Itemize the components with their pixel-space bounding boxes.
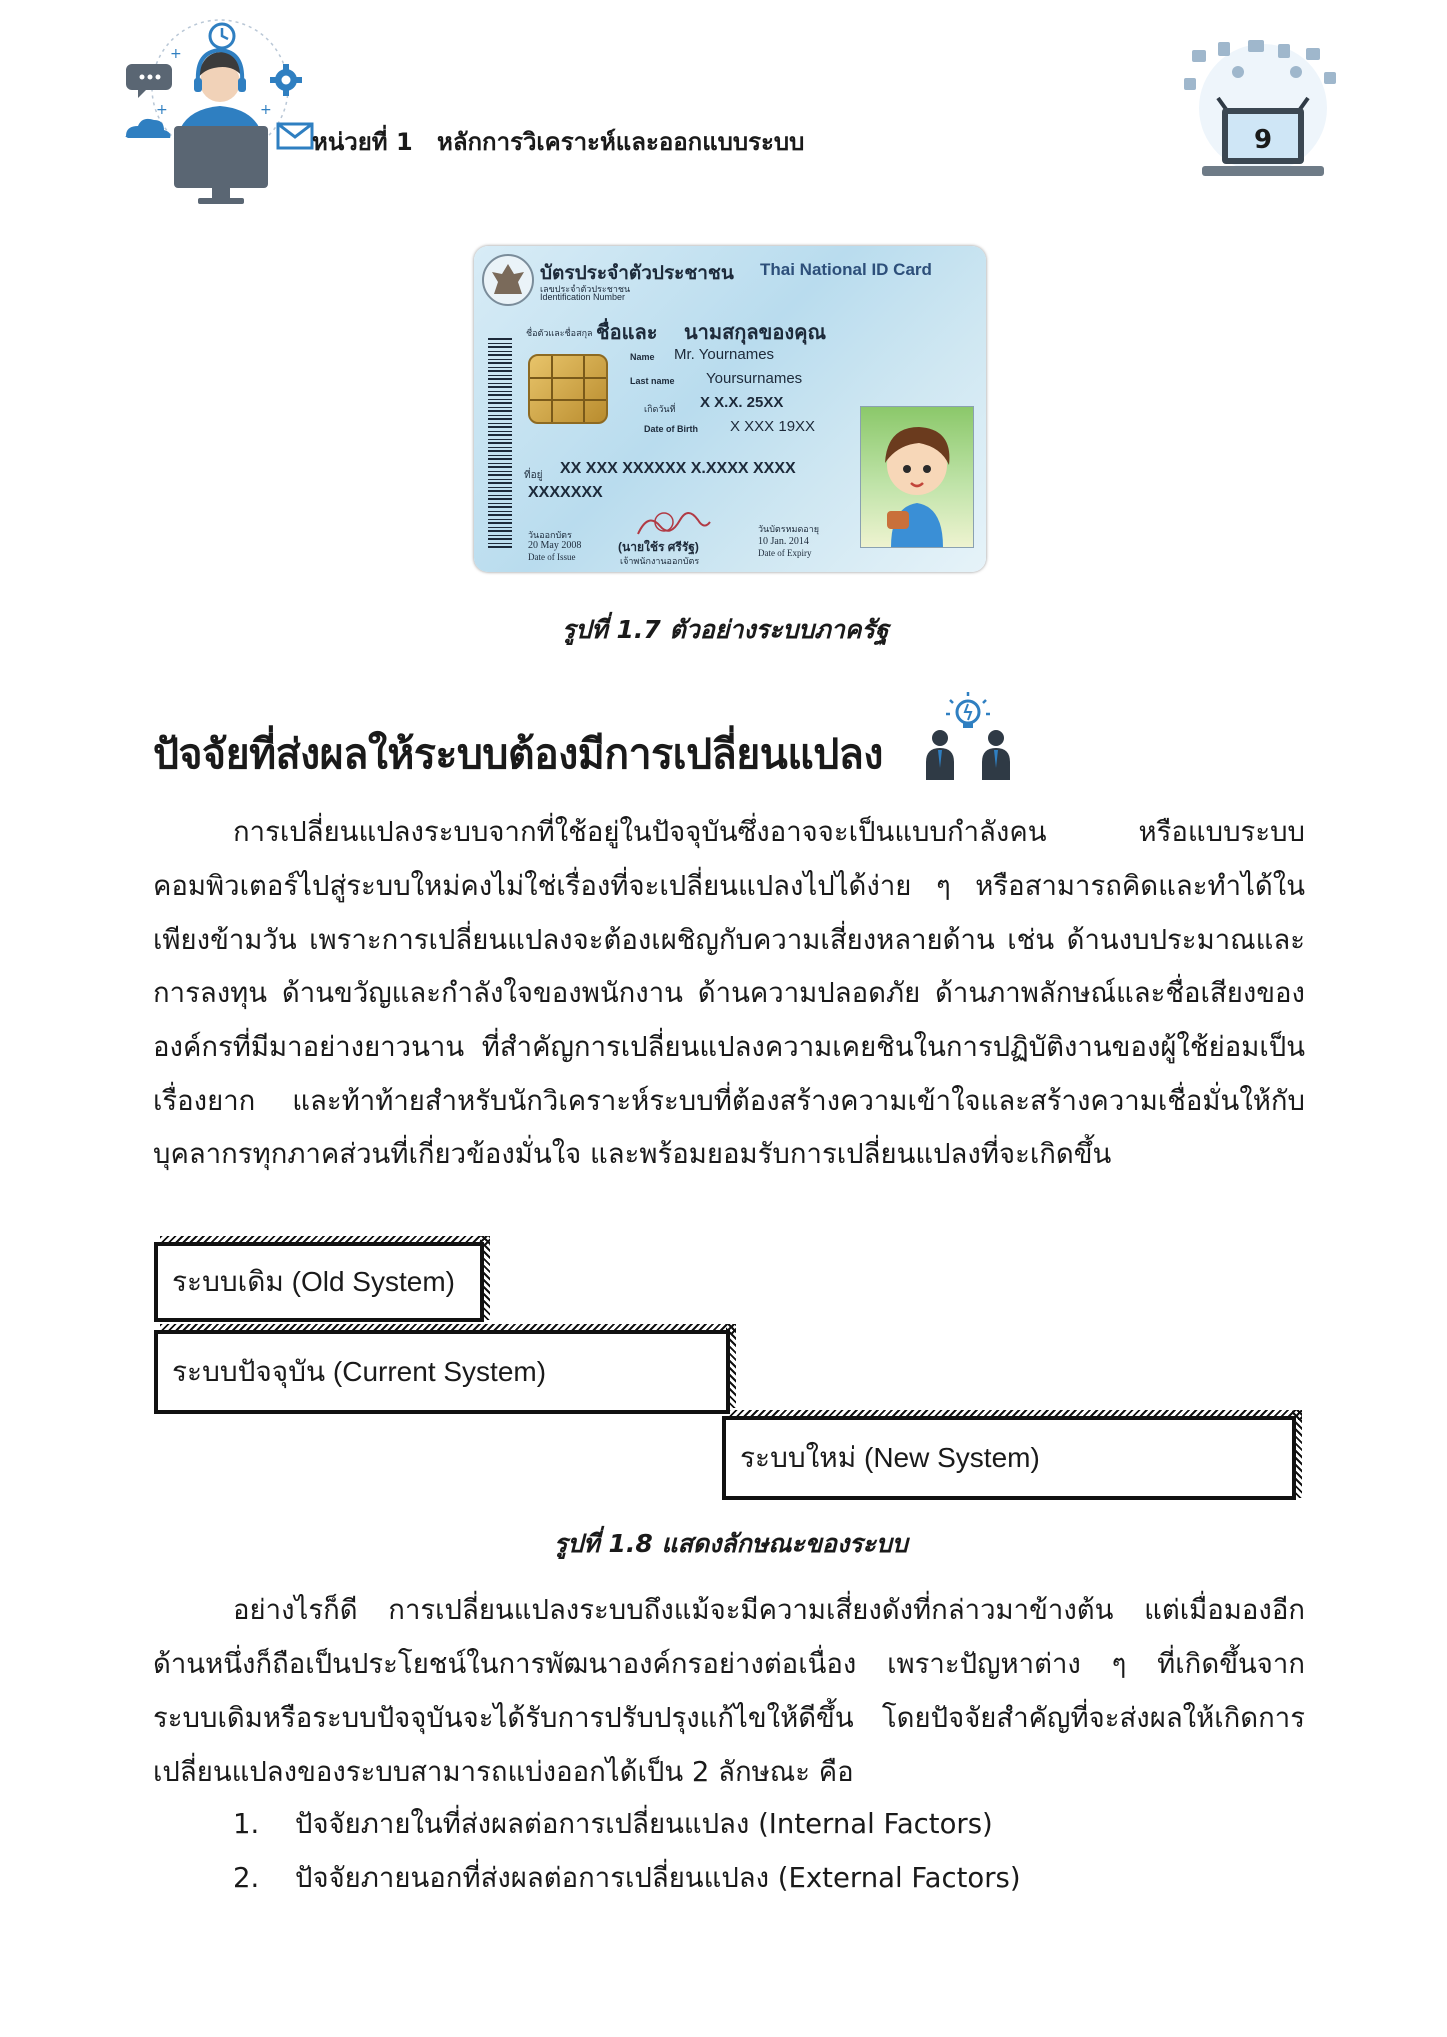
paragraph-1-line: บุคลากรทุกภาคส่วนที่เกี่ยวข้องมั่นใจ และพร้อมยอมรับการเปลี่ยนแปลงที่จะเกิดขึ้น (153, 1138, 1112, 1170)
unit-number: หน่วยที่ 1 (312, 128, 413, 156)
figure-1-7-caption: รูปที่ 1.7 ตัวอย่างระบบภาครัฐ (562, 615, 889, 644)
current-system-box (154, 1330, 730, 1414)
dob-label-en: Date of Birth (644, 424, 698, 434)
page-number: 9 (1253, 125, 1273, 155)
address-label: ที่อยู่ (524, 470, 543, 481)
factor-list-item (233, 1856, 1021, 1900)
gear-icon (270, 64, 302, 96)
cardholder-photo (860, 406, 974, 548)
issue-label-en: Date of Issue (528, 552, 576, 562)
paragraph-1-line: การเปลี่ยนแปลงระบบจากที่ใช้อยู่ในปัจจุบันซึ่งอาจจะเป็นแบบกำลังคน หรือแบบระบบ (233, 816, 1305, 848)
section-heading: ปัจจัยที่ส่งผลให้ระบบต้องมีการเปลี่ยนแปลง (153, 730, 883, 778)
issue-date: 20 May 2008 (528, 540, 582, 551)
factor-number: 1. (233, 1808, 260, 1840)
new-system-label: ระบบใหม่ (New System) (740, 1442, 1040, 1473)
paragraph-1-line: เรื่องยาก และท้าท้ายสำหรับนักวิเคราะห์ระบบที่ต้องสร้างความเข้าใจและสร้างความเชื่อมั่นให้กับ (153, 1085, 1305, 1117)
factor-text: ปัจจัยภายในที่ส่งผลต่อการเปลี่ยนแปลง (Internal Factors) (295, 1808, 993, 1840)
name-th-last: นามสกุลของคุณ (684, 322, 827, 344)
paragraph-2-line: ด้านหนึ่งก็ถือเป็นประโยชน์ในการพัฒนาองค์กรอย่างต่อเนื่อง เพราะปัญหาต่าง ๆ ที่เกิดขึ้นจาก (153, 1648, 1305, 1680)
garuda-emblem-icon (482, 254, 534, 306)
name-label-en: Name (630, 352, 655, 362)
paragraph-1-line: การลงทุน ด้านขวัญและกำลังใจของพนักงาน ด้านความปลอดภัย ด้านภาพลักษณ์และชื่อเสียงของ (153, 977, 1305, 1009)
figure-1-8-caption: รูปที่ 1.8 แสดงลักษณะของระบบ (554, 1529, 908, 1558)
idea-people-icon (920, 690, 1016, 782)
chat-bubble-icon (126, 64, 172, 98)
paragraph-1-line: คอมพิวเตอร์ไปสู่ระบบใหม่คงไม่ใช่เรื่องที่จะเปลี่ยนแปลงไปได้ง่าย ๆ หรือสามารถคิดและทำได้ใน (153, 870, 1305, 902)
thai-id-card-image (474, 246, 986, 572)
id-label-en: Identification Number (540, 292, 626, 302)
factor-list-item (233, 1802, 993, 1846)
dob-th: X X.X. 25XX (700, 394, 784, 411)
card-title-th: บัตรประจำตัวประชาชน (540, 263, 734, 284)
new-system-box (722, 1416, 1296, 1500)
paragraph-2-line: ระบบเดิมหรือระบบปัจจุบันจะได้รับการปรับปรุงแก้ไขให้ดีขึ้น โดยปัจจัยสำคัญที่จะส่งผลให้เกิดการ (153, 1702, 1305, 1734)
paragraph-2-line: เปลี่ยนแปลงของระบบสามารถแบ่งออกได้เป็น 2 ลักษณะ คือ (153, 1756, 854, 1788)
expiry-date: 10 Jan. 2014 (758, 536, 809, 547)
smart-chip-icon (528, 354, 608, 424)
name-label-th: ชื่อตัวและชื่อสกุล (526, 328, 593, 338)
laptop-icon (1178, 38, 1348, 208)
old-system-label: ระบบเดิม (Old System) (172, 1266, 455, 1297)
paragraph-2-line: อย่างไรก็ดี การเปลี่ยนแปลงระบบถึงแม้จะมีความเสี่ยงดังที่กล่าวมาข้างต้น แต่เมื่อมองอีก (233, 1594, 1305, 1626)
email-icon (278, 124, 312, 148)
address-line-2: XXXXXXX (528, 484, 603, 501)
factor-number: 2. (233, 1862, 260, 1894)
old-system-box (154, 1242, 484, 1322)
issue-label-th: วันออกบัตร (528, 530, 572, 540)
svg-text:+: + (260, 102, 272, 118)
page-badge (1178, 38, 1348, 208)
factor-text: ปัจจัยภายนอกที่ส่งผลต่อการเปลี่ยนแปลง (External Factors) (295, 1862, 1021, 1894)
lastname-en: Yoursurnames (706, 370, 803, 387)
current-system-label: ระบบปัจจุบัน (Current System) (172, 1356, 547, 1387)
lightbulb-icon (946, 692, 990, 728)
dob-label-th: เกิดวันที่ (644, 404, 676, 414)
unit-title: หลักการวิเคราะห์และออกแบบระบบ (437, 128, 805, 156)
support-agent-icon (120, 18, 320, 208)
name-th-first: ชื่อและ (596, 322, 658, 344)
signature-mark (634, 508, 714, 542)
barcode (488, 338, 512, 548)
address-line-1: XX XXX XXXXXX X.XXXX XXXX (560, 460, 796, 477)
monitor-icon (174, 126, 268, 188)
paragraph-1-line: เพียงข้ามวัน เพราะการเปลี่ยนแปลงจะต้องเผชิญกับความเสี่ยงหลายด้าน เช่น ด้านงบประมาณและ (153, 924, 1305, 956)
officer-title: เจ้าพนักงานออกบัตร (620, 556, 700, 566)
card-title-en: Thai National ID Card (760, 260, 932, 279)
expiry-label-en: Date of Expiry (758, 548, 812, 558)
cloud-icon (125, 119, 170, 138)
chapter-header (312, 122, 804, 161)
svg-text:+: + (156, 102, 168, 118)
svg-text:+: + (170, 46, 182, 62)
paragraph-1-line: องค์กรที่มีมาอย่างยาวนาน ที่สำคัญการเปลี่ยนแปลงความเคยชินในการปฏิบัติงานของผู้ใช้ย่อมเป็น (153, 1031, 1305, 1063)
child-cartoon-icon (861, 407, 973, 547)
expiry-label-th: วันบัตรหมดอายุ (758, 524, 820, 534)
header-illustration (120, 18, 320, 208)
name-en: Mr. Yournames (674, 346, 775, 363)
lastname-label-en: Last name (630, 376, 675, 386)
officer-name: (นายใช้ร ศรีรัฐ) (618, 540, 699, 554)
dob-en: X XXX 19XX (730, 418, 816, 435)
id-label-th: เลขประจำตัวประชาชน (540, 284, 631, 294)
